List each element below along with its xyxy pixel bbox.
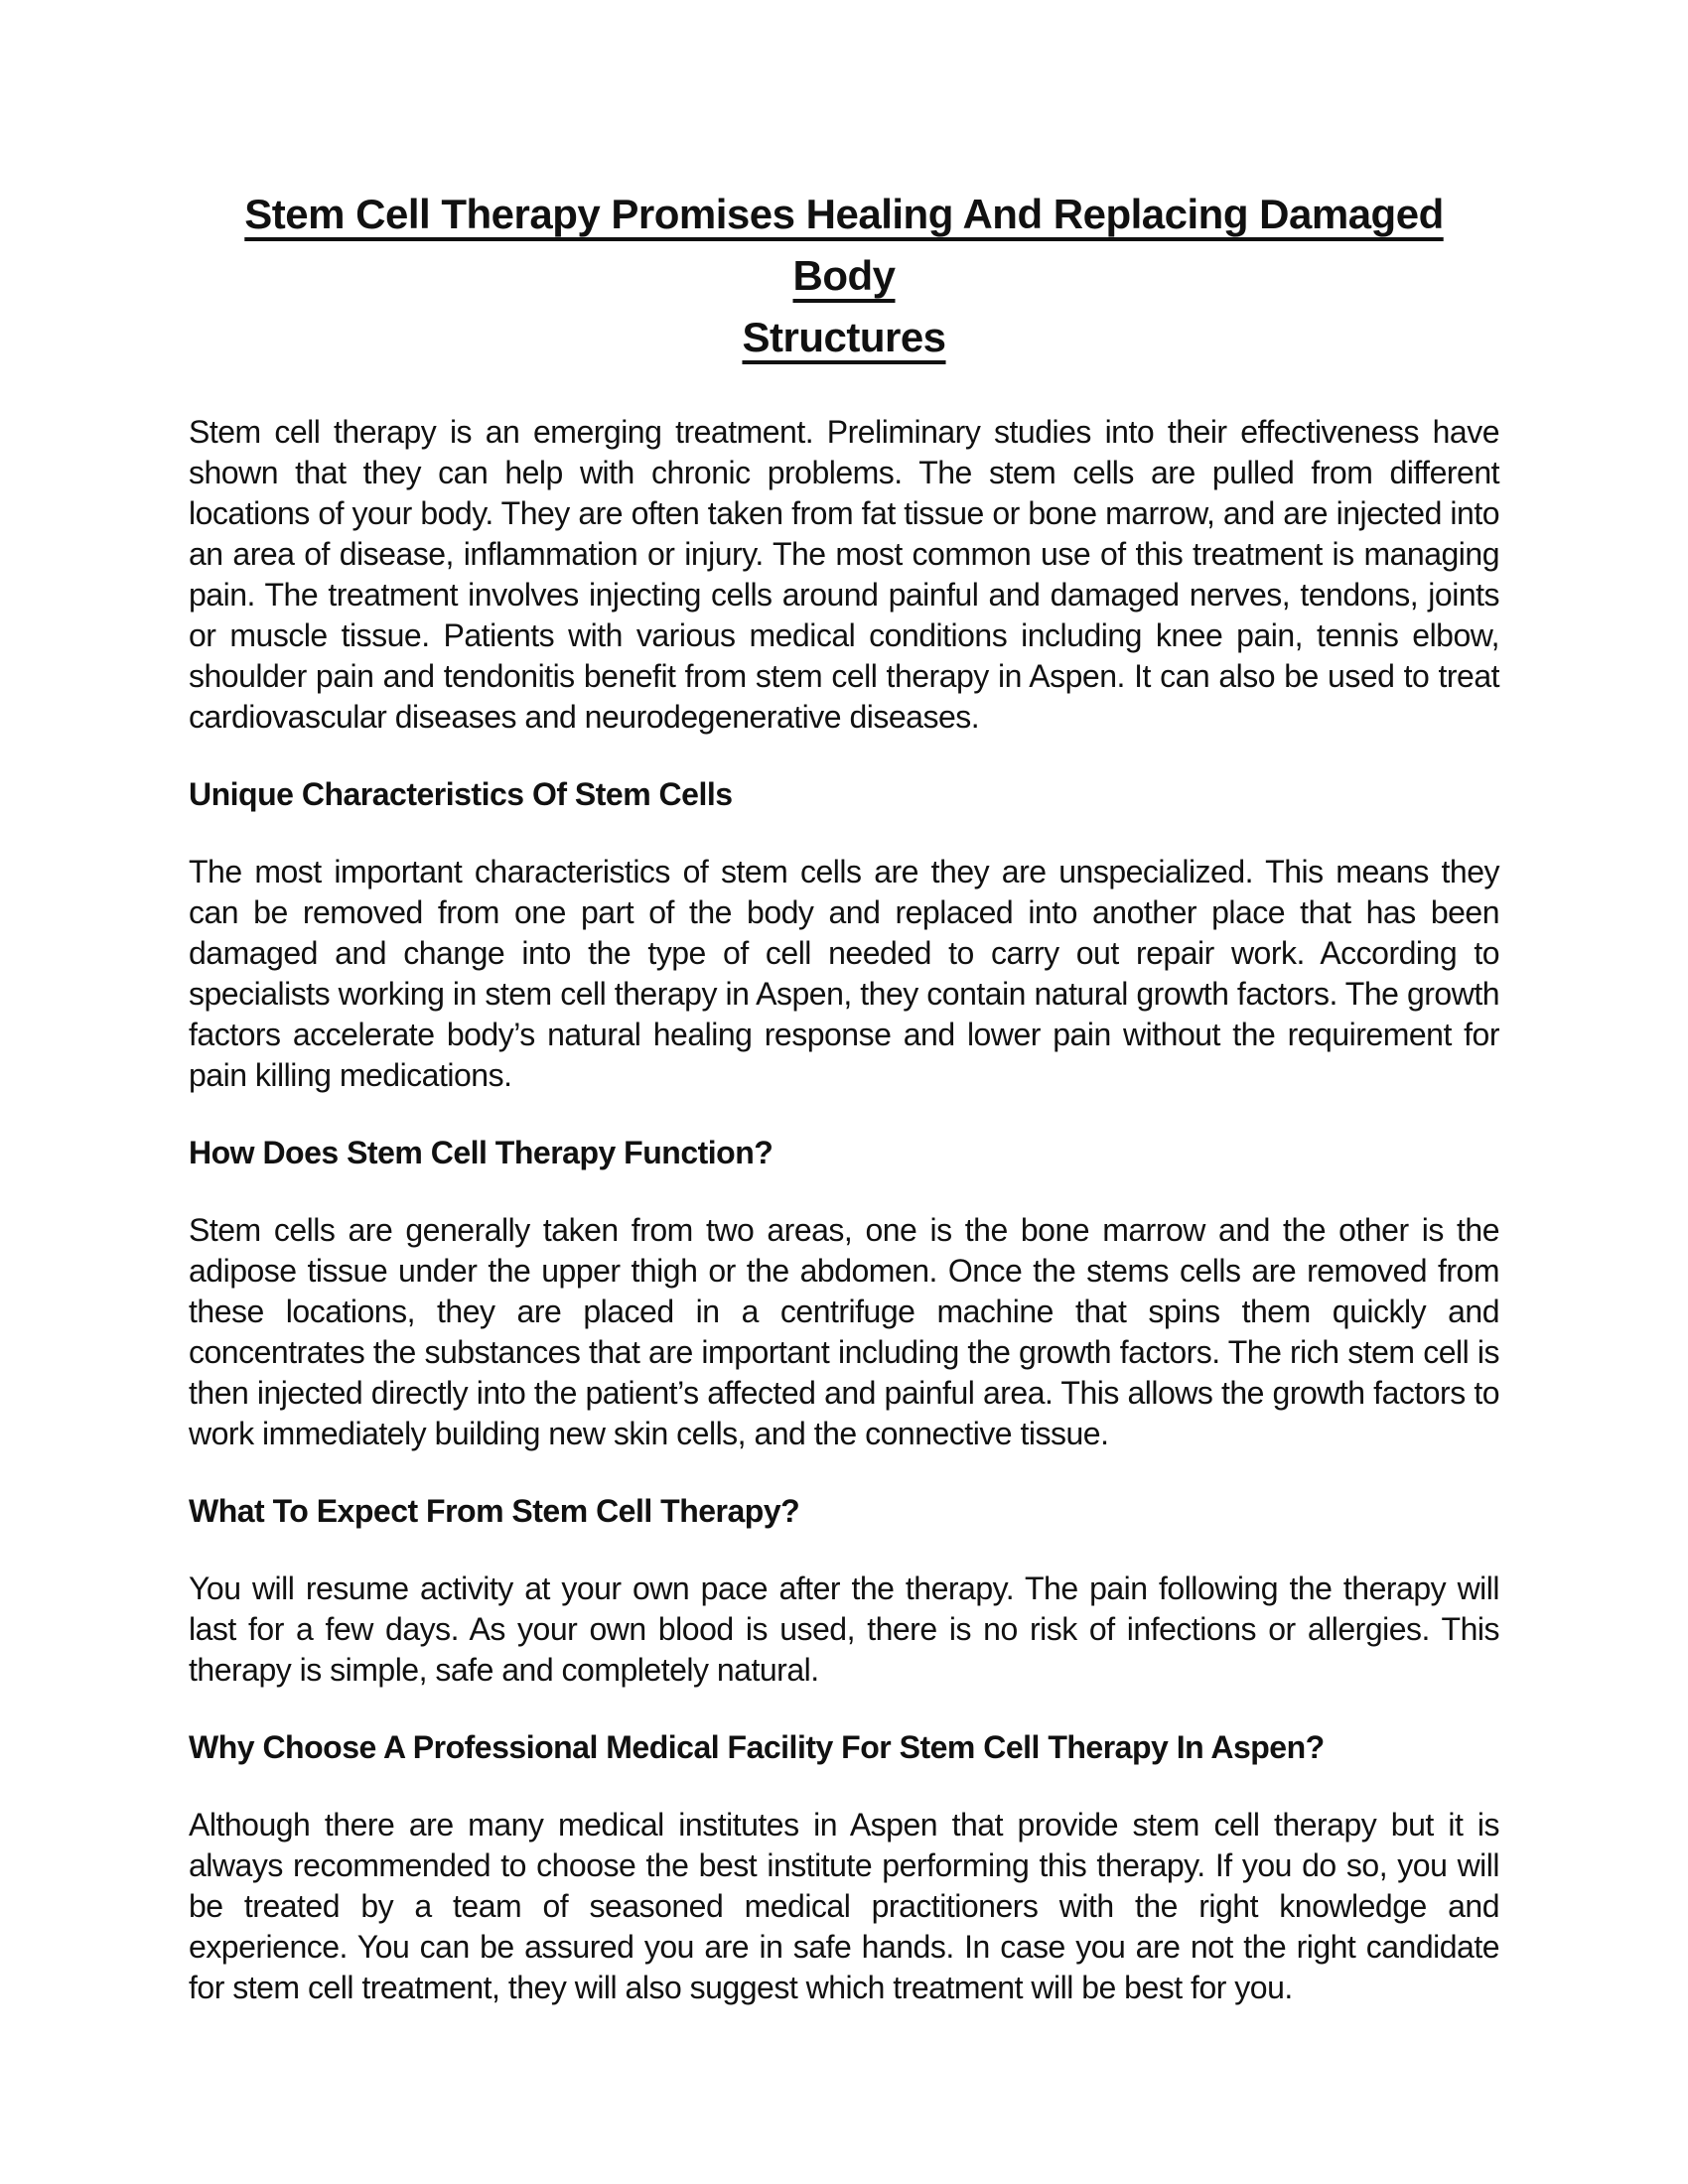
section-heading-unique-characteristics: Unique Characteristics Of Stem Cells [189, 776, 733, 812]
section-paragraph-how-does-therapy-function: Stem cells are generally taken from two areas, one is the bone marrow and the other is the adipose tissue under the upper thigh or the abdomen. Once the stems cells are removed from these locations, they are placed in a centrifuge machine that spins them quickly and concentrates the substances that are important including the growth factors. The rich stem cell is then injected directly into the patient’s affected and painful area. This allows the growth factors to work immediately building new skin cells, and the connective tissue. [189, 1212, 1499, 1451]
intro-paragraph: Stem cell therapy is an emerging treatment. Preliminary studies into their effectiveness have shown that they can help with chronic problems. The stem cells are pulled from different locations of your body. They are often taken from fat tissue or bone marrow, and are injected into an area of disease, inflammation or injury. The most common use of this treatment is managing pain. The treatment involves injecting cells around painful and damaged nerves, tendons, joints or muscle tissue. Patients with various medical conditions including knee pain, tennis elbow, shoulder pain and tendonitis benefit from stem cell therapy in Aspen. It can also be used to treat cardiovascular diseases and neurodegenerative diseases. [189, 414, 1499, 735]
document-title-line-2: Structures [742, 314, 946, 360]
document-title-line-1: Stem Cell Therapy Promises Healing And Replacing Damaged Body [244, 191, 1444, 299]
section-heading-what-to-expect: What To Expect From Stem Cell Therapy? [189, 1493, 800, 1529]
section-heading-why-choose-professional-facility: Why Choose A Professional Medical Facility For Stem Cell Therapy In Aspen? [189, 1729, 1325, 1765]
document-title [189, 184, 1499, 368]
section-paragraph-unique-characteristics: The most important characteristics of stem cells are they are unspecialized. This means they can be removed from one part of the body and replaced into another place that has been damaged and change into the type of cell needed to carry out repair work. According to specialists working in stem cell therapy in Aspen, they contain natural growth factors. The growth factors accelerate body’s natural healing response and lower pain without the requirement for pain killing medications. [189, 854, 1499, 1093]
section-paragraph-why-choose-professional-facility: Although there are many medical institutes in Aspen that provide stem cell therapy but it is always recommended to choose the best institute performing this therapy. If you do so, you will be treated by a team of seasoned medical practitioners with the right knowledge and experience. You can be assured you are in safe hands. In case you are not the right candidate for stem cell treatment, they will also suggest which treatment will be best for you. [189, 1807, 1499, 2005]
section-heading-how-does-therapy-function: How Does Stem Cell Therapy Function? [189, 1135, 774, 1170]
section-paragraph-what-to-expect: You will resume activity at your own pace after the therapy. The pain following the therapy will last for a few days. As your own blood is used, there is no risk of infections or allergies. This therapy is simple, safe and completely natural. [189, 1570, 1499, 1688]
